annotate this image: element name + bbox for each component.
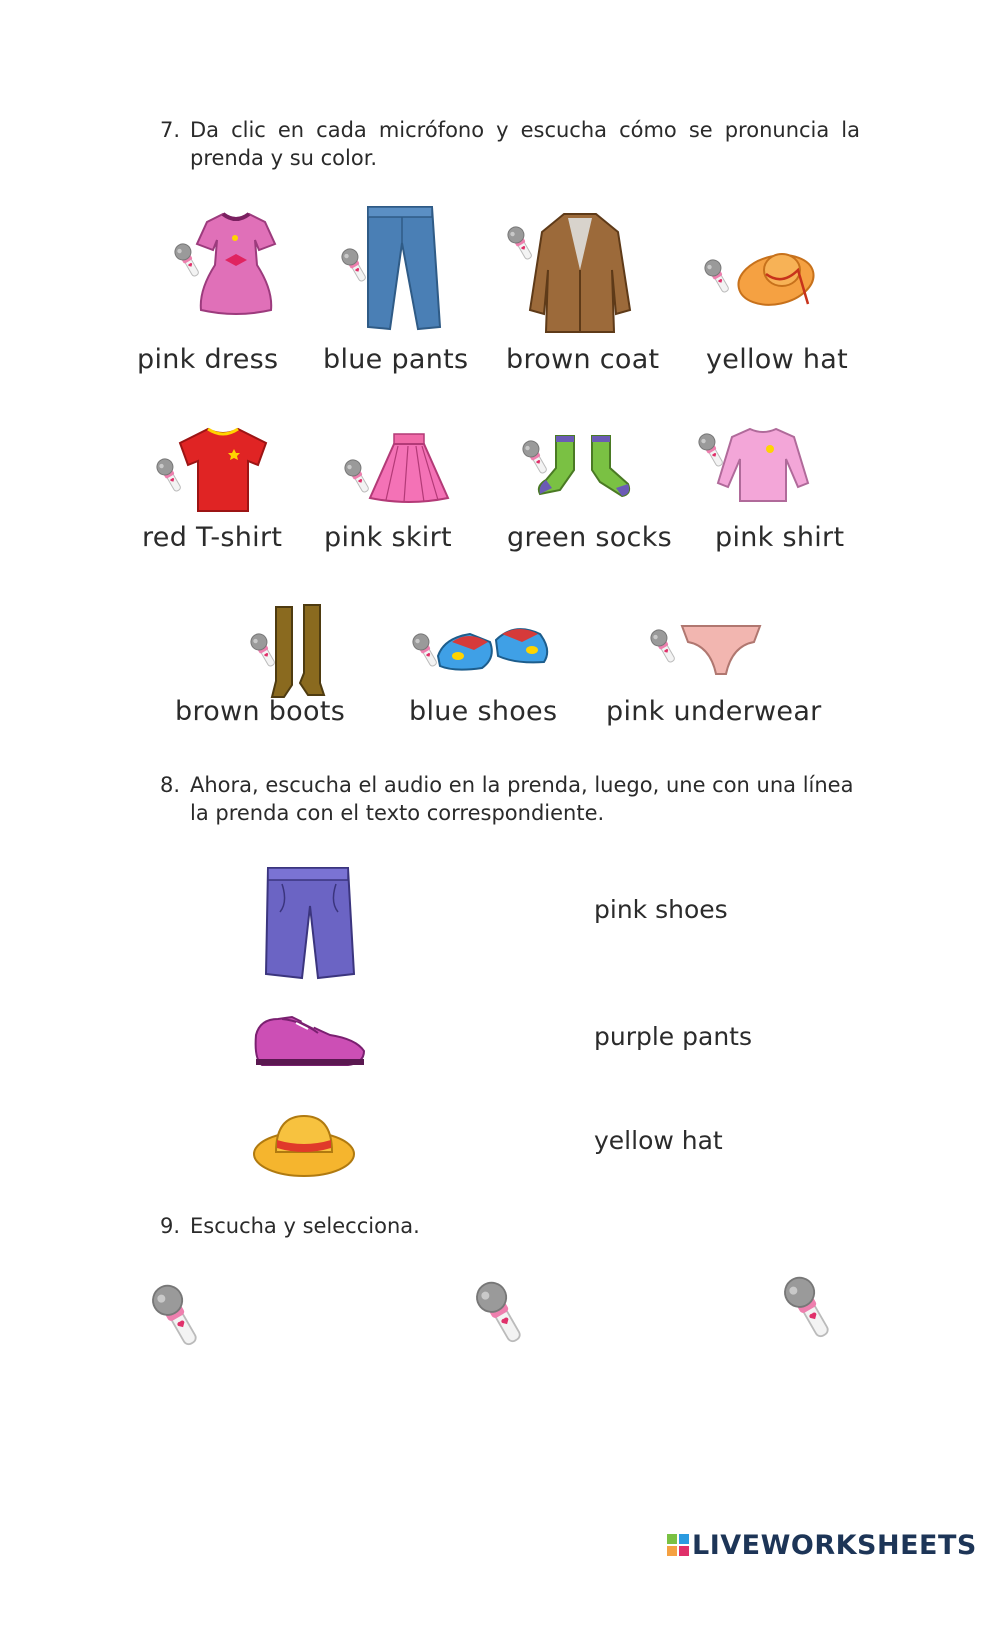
label-blue-pants: blue pants <box>323 344 469 375</box>
match-text-pink-shoes[interactable]: pink shoes <box>594 895 728 924</box>
question-text: Ahora, escucha el audio en la prenda, luego, une con una línea la prenda con el texto correspondiente. <box>190 773 854 825</box>
pink-shoes-icon[interactable] <box>252 1005 368 1069</box>
liveworksheets-footer <box>666 1530 977 1561</box>
match-text-purple-pants[interactable]: purple pants <box>594 1022 752 1051</box>
label-pink-shirt: pink shirt <box>715 522 845 553</box>
label-brown-coat: brown coat <box>506 344 660 375</box>
label-pink-dress: pink dress <box>137 344 279 375</box>
microphone-icon[interactable] <box>646 626 680 666</box>
shoes-icon <box>434 620 552 676</box>
instruction-q8 <box>160 771 870 831</box>
purple-pants-icon[interactable] <box>262 862 356 982</box>
label-blue-shoes: blue shoes <box>409 696 558 727</box>
brand-name: LIVEWORKSHEETS <box>692 1530 977 1561</box>
instruction-q7 <box>160 116 860 176</box>
question-number: 8. <box>160 773 181 797</box>
shirt-icon <box>716 425 810 505</box>
socks-icon <box>536 432 632 500</box>
microphone-icon[interactable] <box>144 1278 206 1352</box>
question-number: 9. <box>160 1214 181 1238</box>
underwear-icon <box>680 622 762 678</box>
label-pink-skirt: pink skirt <box>324 522 452 553</box>
instruction-q9 <box>160 1212 660 1242</box>
microphone-icon[interactable] <box>468 1275 530 1349</box>
label-yellow-hat: yellow hat <box>706 344 849 375</box>
hat-icon <box>736 240 816 310</box>
boots-icon <box>270 603 326 699</box>
match-text-yellow-hat[interactable]: yellow hat <box>594 1126 723 1155</box>
label-red-tshirt: red T-shirt <box>142 522 283 553</box>
question-text: Da clic en cada micrófono y escucha cómo se pronuncia la prenda y su color. <box>190 118 860 170</box>
label-green-socks: green socks <box>507 522 672 553</box>
jeans-icon <box>362 203 442 331</box>
microphone-icon[interactable] <box>700 256 734 296</box>
dress-icon <box>195 210 277 315</box>
yellow-hat-icon[interactable] <box>252 1110 356 1178</box>
tshirt-icon <box>178 425 268 513</box>
question-text: Escucha y selecciona. <box>190 1214 420 1238</box>
question-number: 7. <box>160 118 181 142</box>
coat-icon <box>528 210 632 336</box>
label-pink-underwear: pink underwear <box>606 696 822 727</box>
label-brown-boots: brown boots <box>175 696 346 727</box>
skirt-icon <box>368 432 450 504</box>
microphone-icon[interactable] <box>776 1270 838 1344</box>
liveworksheets-logo-icon <box>666 1533 690 1557</box>
